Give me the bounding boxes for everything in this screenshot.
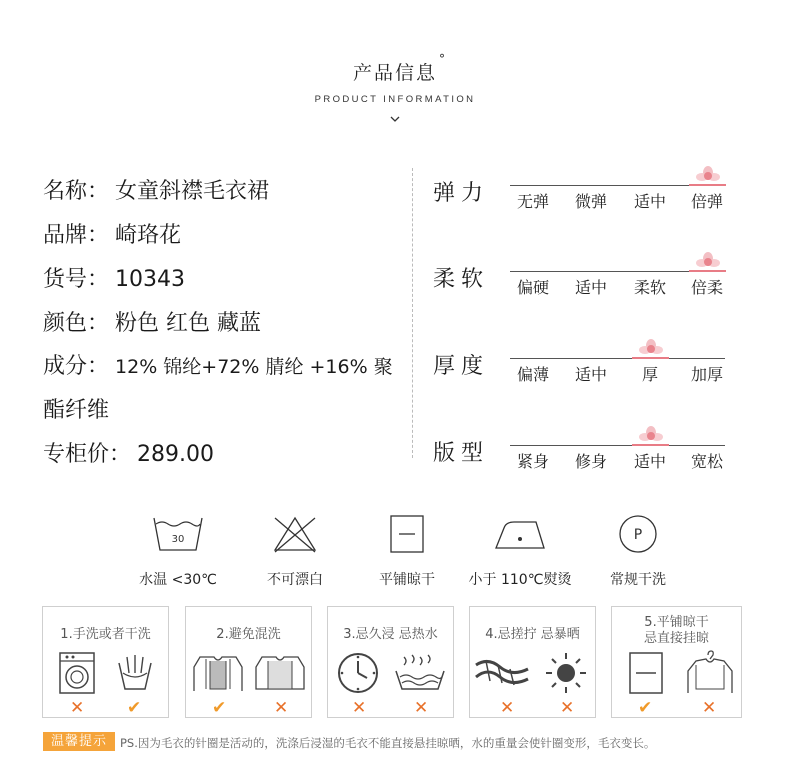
scale-track [510, 358, 725, 359]
care-label-bleach: 不可漂白 [267, 572, 323, 588]
care-label-iron: 小于 110℃熨烫 [468, 572, 572, 588]
care-label-wash: 水温 <30℃ [139, 572, 217, 588]
hot-water-icon [394, 653, 446, 693]
tip-text: PS.因为毛衣的针圈是活动的，洗涤后浸湿的毛衣不能直接悬挂晾晒，水的重量会使针圈变形，毛衣变长。 [120, 736, 656, 750]
wash-tip-title: 1.手洗或者干洗 [60, 627, 151, 642]
scale-track [510, 445, 725, 446]
scale-option: 适中 [633, 452, 666, 471]
flower-icon [637, 425, 665, 445]
info-sku: 货号： 10343 [43, 267, 186, 292]
section-title: 产品信息 ° [352, 52, 447, 84]
flower-icon [694, 165, 722, 185]
mixed-sweaters-icon [252, 653, 312, 693]
no-bleach-icon [267, 512, 323, 556]
wash-tip-title: 4.忌搓拧 忌暴晒 [485, 627, 580, 642]
scale-label: 弹力 [433, 181, 490, 206]
cross-mark-icon: ✕ [352, 698, 367, 718]
chevron-down-icon [388, 112, 402, 126]
info-name: 名称： 女童斜襟毛衣裙 [43, 179, 270, 204]
cross-mark-icon: ✕ [702, 698, 717, 718]
sun-icon [546, 651, 586, 695]
cross-mark-icon: ✕ [414, 698, 429, 718]
cross-mark-icon: ✕ [560, 698, 575, 718]
wash-tip-3 [327, 606, 454, 718]
dry-clean-p-icon [610, 512, 666, 556]
flat-dry-icon [626, 651, 666, 695]
check-mark-icon: ✔ [638, 698, 653, 718]
check-mark-icon: ✔ [212, 698, 227, 718]
scale-option: 偏硬 [516, 278, 549, 297]
info-composition-cont: 酯纤维 [43, 398, 110, 423]
scale-label: 厚度 [433, 354, 490, 379]
scale-option: 偏薄 [516, 365, 549, 384]
scale-option: 适中 [574, 365, 607, 384]
care-label-dry: 平铺晾干 [379, 572, 435, 588]
cross-mark-icon: ✕ [500, 698, 515, 718]
care-label-dryclean: 常规干洗 [610, 572, 666, 588]
svg-text:P: P [633, 527, 643, 543]
wash-tip-title: 3.忌久浸 忌热水 [343, 627, 438, 642]
hand-wash-icon [113, 653, 157, 693]
wash-tip-title: 5.平铺晾干 [644, 615, 709, 630]
scale-option: 修身 [574, 452, 607, 471]
tip-badge: 温馨提示 [43, 732, 115, 751]
flower-icon [637, 338, 665, 358]
scale-option: 加厚 [690, 365, 723, 384]
scale-label: 柔软 [433, 267, 490, 292]
scale-option: 紧身 [516, 452, 549, 471]
scale-option: 微弹 [574, 192, 607, 211]
wash-tip-1 [42, 606, 169, 718]
scale-option: 适中 [574, 278, 607, 297]
scale-option: 柔软 [633, 278, 666, 297]
column-divider [412, 168, 413, 458]
wash-30-icon [150, 512, 206, 556]
scale-option: 无弹 [516, 192, 549, 211]
scale-option: 倍弹 [690, 192, 723, 211]
info-price: 专柜价： 289.00 [43, 442, 214, 467]
clock-icon [336, 651, 380, 695]
svg-text:30: 30 [171, 534, 185, 545]
info-color: 颜色： 粉色 红色 藏蓝 [43, 311, 262, 336]
scale-option: 适中 [633, 192, 666, 211]
cross-mark-icon: ✕ [274, 698, 289, 718]
iron-low-icon [492, 512, 548, 556]
wash-tip-title: 2.避免混洗 [216, 627, 281, 642]
scale-label: 版型 [433, 441, 490, 466]
single-sweater-icon [192, 653, 252, 693]
flower-icon [694, 251, 722, 271]
wash-tip-title: 忌直接挂晾 [643, 631, 709, 646]
scale-option: 宽松 [690, 452, 723, 471]
cross-mark-icon: ✕ [70, 698, 85, 718]
washing-machine-icon [57, 651, 97, 695]
wash-tip-4 [469, 606, 596, 718]
section-subtitle: PRODUCT INFORMATION [314, 94, 476, 105]
check-mark-icon: ✔ [127, 698, 142, 718]
info-composition: 成分： 12% 锦纶+72% 腈纶 +16% 聚 [43, 354, 393, 379]
wash-tip-2 [185, 606, 312, 718]
twist-icon [474, 655, 530, 691]
scale-option: 倍柔 [690, 278, 723, 297]
wash-tip-5 [611, 606, 742, 718]
dry-flat-icon [379, 512, 435, 556]
scale-option: 厚 [641, 365, 658, 384]
hanger-sweater-icon [682, 649, 738, 697]
info-brand: 品牌： 崎珞花 [43, 223, 182, 248]
